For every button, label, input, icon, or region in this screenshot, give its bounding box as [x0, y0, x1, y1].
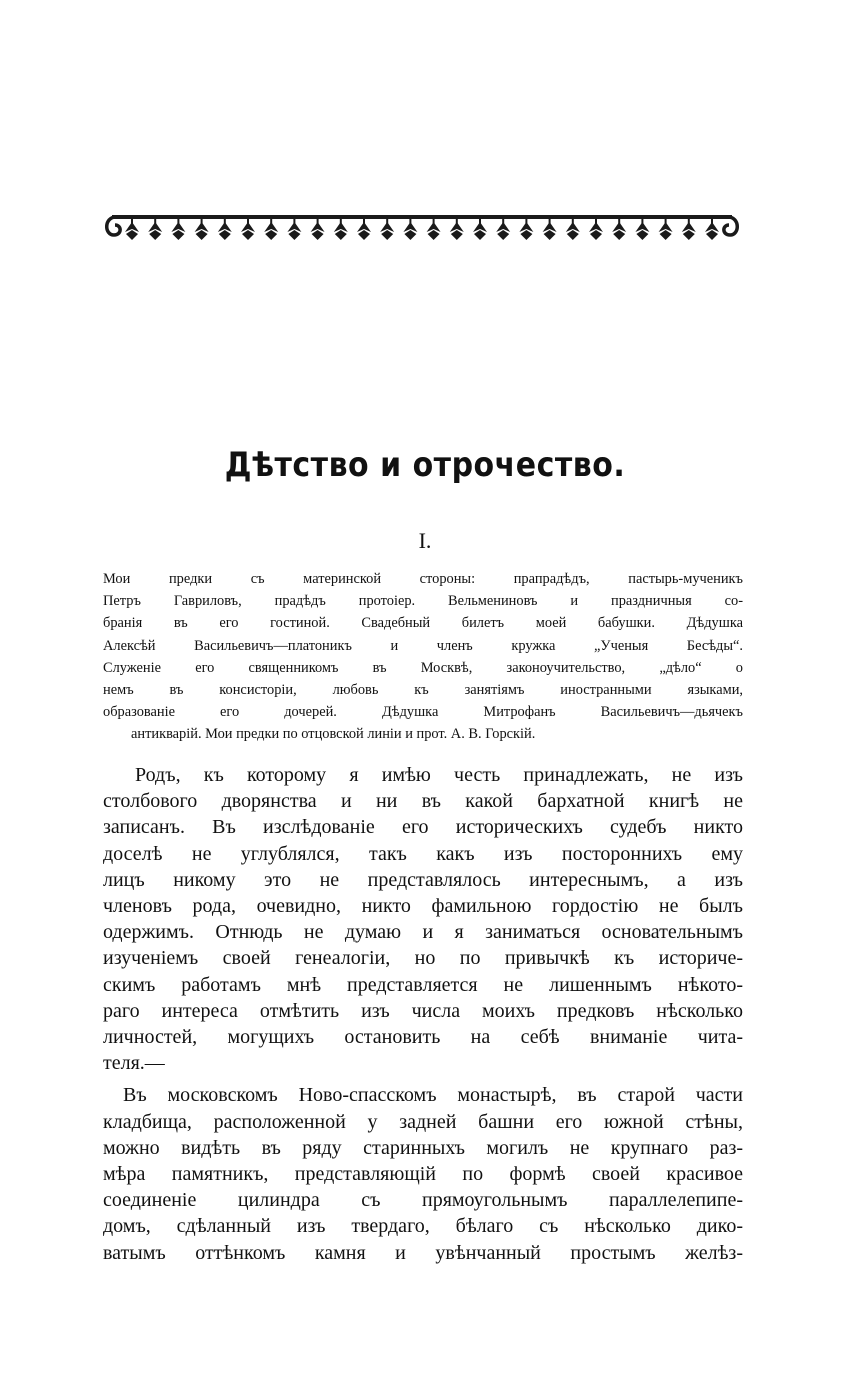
summary-line: Мои предки съ материнской стороны: прапрадѣдъ, пастырь-мученикъ [103, 571, 743, 587]
ornament-leaf [218, 219, 232, 240]
ornament-leaf [380, 219, 394, 240]
text-line: домъ, сдѣланный изъ твердаго, бѣлаго съ нѣсколько дико- [103, 1215, 743, 1238]
ornament-leaf [705, 219, 719, 240]
ornament-leaf [543, 219, 557, 240]
paragraph-2 [103, 1082, 743, 1265]
ornament-leaf [311, 219, 325, 240]
ornament-leaf [427, 219, 441, 240]
summary-line: антикварій. Мои предки по отцовской линіи и прот. А. В. Горскій. [131, 726, 536, 743]
ornament-scroll-right [724, 217, 737, 235]
ornament-leaf [496, 219, 510, 240]
ornament-leaf [589, 219, 603, 240]
ornament-leaf [357, 219, 371, 240]
ornament-leaf [566, 219, 580, 240]
text-line: доселѣ не углублялся, такъ какъ изъ постороннихъ ему [103, 842, 743, 865]
ornament-leaf [241, 219, 255, 240]
summary-line: образованіе его дочерей. Дѣдушка Митрофанъ Васильевичъ—дьячекъ [103, 704, 743, 721]
ornament-leaf [171, 219, 185, 240]
text-line: можно видѣть въ ряду старинныхъ могилъ не крупнаго раз- [103, 1136, 743, 1159]
ornament-leaf [125, 219, 139, 240]
ornament-leaf [195, 219, 209, 240]
ornament-bar [112, 215, 732, 219]
body-text [103, 762, 743, 1266]
text-line: одержимъ. Отнюдь не думаю и я заниматься основательнымъ [103, 921, 743, 944]
summary-line: бранія въ его гостиной. Свадебный билетъ моей бабушки. Дѣдушка [103, 615, 743, 632]
ornament-leaf [148, 219, 162, 240]
text-line: личностей, могущихъ остановить на себѣ вниманіе чита- [103, 1026, 743, 1049]
ornament-leaf [450, 219, 464, 240]
ornament-leaf [287, 219, 301, 240]
section-number: I. [418, 528, 432, 553]
text-line: лицъ никому это не представлялось интереснымъ, а изъ [103, 868, 743, 891]
ornament-leaf [403, 219, 417, 240]
ornament-graphic [102, 208, 742, 244]
text-line: кладбища, расположенной у задней башни его южной стѣны, [103, 1110, 743, 1133]
ornament-leaf [473, 219, 487, 240]
text-line: членовъ рода, очевидно, никто фамильною гордостію не былъ [103, 895, 743, 918]
text-line: изученіемъ своей генеалогіи, но по привычкѣ къ историче- [103, 947, 743, 970]
paragraph-1 [103, 762, 743, 1076]
summary-line: Алексѣй Васильевичъ—платоникъ и членъ кружка „Ученыя Бесѣды“. [103, 637, 743, 654]
text-line: скимъ работамъ мнѣ представляется не лишеннымъ нѣкото- [103, 973, 743, 996]
ornament-leaf [519, 219, 533, 240]
text-line: записанъ. Въ изслѣдованіе его историческихъ судебъ никто [103, 816, 743, 839]
text-line: ватымъ оттѣнкомъ камня и увѣнчанный простымъ желѣз- [103, 1241, 743, 1264]
ornament-leaf [635, 219, 649, 240]
chapter-summary [103, 568, 743, 746]
ornament-leaf [659, 219, 673, 240]
text-line: столбового дворянства и ни въ какой бархатной книгѣ не [103, 790, 743, 813]
text-line: раго интереса отмѣтить изъ числа моихъ предковъ нѣсколько [103, 999, 743, 1022]
summary-line: немъ въ консисторіи, любовь къ занятіямъ иностранными языками, [103, 682, 743, 699]
ornament-leaf [334, 219, 348, 240]
summary-line: Петръ Гавриловъ, прадѣдъ протоіер. Вельмениновъ и праздничныя со- [103, 593, 743, 610]
text-line: Родъ, къ которому я имѣю честь принадлежать, не изъ [135, 764, 743, 786]
ornament-scroll-left [107, 217, 120, 235]
ornamental-header-rule [102, 208, 742, 244]
ornament-leaf [682, 219, 696, 240]
chapter-title: Дѣтство и отрочество. [224, 445, 626, 486]
ornament-leaf [612, 219, 626, 240]
text-line: Въ московскомъ Ново-спасскомъ монастырѣ, въ старой части [123, 1084, 743, 1107]
text-line: мѣра памятникъ, представляющій по формѣ своей красивое [103, 1163, 743, 1186]
summary-line: Служеніе его священникомъ въ Москвѣ, законоучительство, „дѣло“ о [103, 659, 743, 676]
ornament-leaf [264, 219, 278, 240]
text-line: соединеніе цилиндра съ прямоугольнымъ параллелепипе- [103, 1189, 743, 1212]
text-line: теля.— [103, 1052, 165, 1075]
